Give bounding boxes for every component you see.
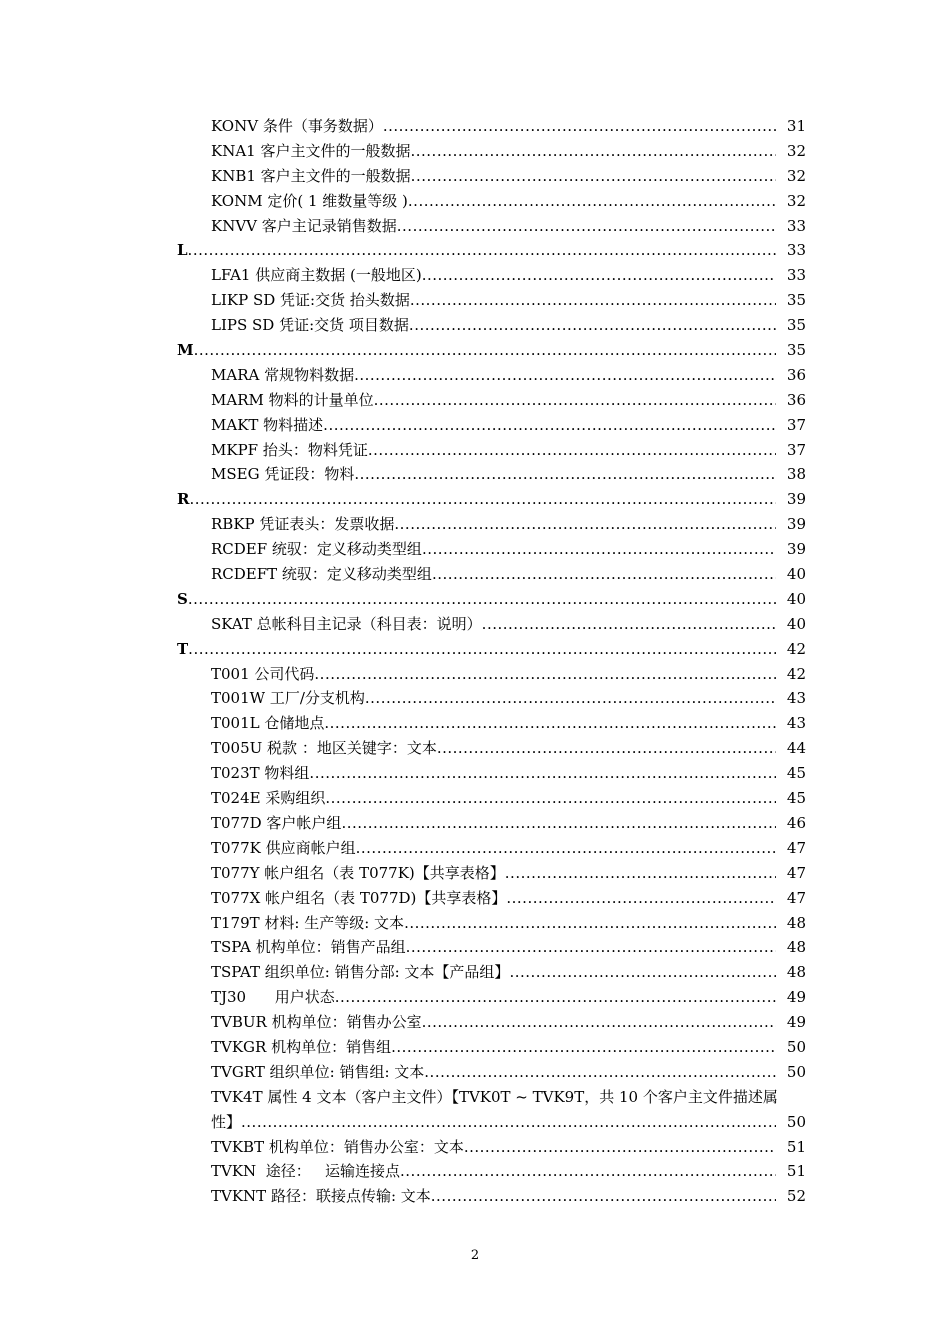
leader-dots: [314, 662, 776, 687]
toc-entry-title: KNB1 客户主文件的一般数据: [211, 166, 411, 185]
toc-entry-page: 47: [786, 863, 806, 882]
toc-entry-page: 31: [786, 117, 806, 135]
toc-entry-page: 50: [786, 1037, 806, 1056]
leader-dots: [194, 338, 776, 363]
leader-dots: [391, 1035, 776, 1060]
leader-dots: [188, 637, 776, 662]
leader-dots: [406, 935, 776, 960]
toc-entry-rcdeft[interactable]: [0, 562, 950, 587]
table-of-contents: [0, 114, 950, 1209]
toc-entry-title: LFA1 供应商主数据 (一般地区): [211, 266, 422, 285]
toc-entry-marm[interactable]: [0, 388, 950, 413]
toc-entry-title: TJ30 用户状态: [211, 988, 335, 1007]
leader-dots: [335, 985, 776, 1010]
toc-section-m[interactable]: [0, 338, 950, 363]
toc-entry-kna1[interactable]: [0, 139, 950, 164]
toc-entry-title: RBKP 凭证表头：发票收据: [211, 515, 395, 534]
toc-entry-title: MAKT 物料描述: [211, 415, 324, 434]
toc-entry-page: 48: [786, 938, 806, 957]
toc-entry-title: KNVV 客户主记录销售数据: [211, 216, 397, 235]
toc-entry-title: TSPAT 组织单位: 销售分部: 文本【产品组】: [211, 963, 510, 982]
leader-dots: [354, 363, 776, 388]
toc-entry-title: MARA 常规物料数据: [211, 365, 355, 384]
toc-entry-t077k[interactable]: [0, 836, 950, 861]
leader-dots: [432, 562, 776, 587]
toc-entry-title: KONM 定价( 1 维数量等级 ): [211, 191, 408, 210]
leader-dots: [422, 263, 776, 288]
toc-entry-title: TSPA 机构单位：销售产品组: [211, 938, 406, 957]
toc-entry-page: 49: [786, 1013, 806, 1032]
toc-entry-tvbur[interactable]: [0, 1010, 950, 1035]
toc-entry-title: T024E 采购组织: [211, 789, 326, 808]
toc-section-l[interactable]: [0, 238, 950, 263]
leader-dots: [374, 388, 776, 413]
toc-entry-title: T179T 材料: 生产等级: 文本: [211, 913, 405, 932]
leader-dots: [368, 438, 776, 463]
leader-dots: [365, 686, 776, 711]
toc-entry-title: TVBUR 机构单位：销售办公室: [211, 1013, 422, 1032]
toc-entry-tvgrt[interactable]: [0, 1060, 950, 1085]
toc-entry-page: 42: [786, 664, 806, 683]
toc-entry-page: 37: [786, 440, 806, 459]
toc-entry-page: 51: [786, 1137, 806, 1156]
toc-entry-title: TVK4T 属性 4 文本（客户主文件）【TVK0T ~ TVK9T，共 10 个客户主文件描述属: [211, 1087, 778, 1106]
toc-entry-title: KONV 条件（事务数据）: [211, 117, 383, 135]
toc-entry-title: MSEG 凭证段：物料: [211, 465, 355, 484]
toc-section-letter: L: [177, 241, 188, 260]
toc-entry-mseg[interactable]: [0, 462, 950, 487]
leader-dots: [323, 413, 776, 438]
toc-section-letter: R: [177, 490, 190, 509]
toc-entry-tvkgr[interactable]: [0, 1035, 950, 1060]
toc-entry-t001[interactable]: [0, 662, 950, 687]
leader-dots: [341, 811, 776, 836]
toc-entry-page: 38: [786, 465, 806, 484]
leader-dots: [505, 861, 776, 886]
leader-dots: [188, 238, 776, 263]
toc-entry-page: 45: [786, 789, 806, 808]
toc-entry-title: RCDEFT 统驭：定义移动类型组: [211, 565, 432, 584]
toc-entry-konv[interactable]: [0, 114, 950, 139]
toc-entry-title: SKAT 总帐科目主记录（科目表：说明）: [211, 614, 482, 633]
toc-entry-page: 36: [786, 365, 806, 384]
toc-entry-page: 49: [786, 988, 806, 1007]
leader-dots: [397, 214, 776, 239]
toc-entry-page: 48: [786, 963, 806, 982]
toc-entry-rcdef[interactable]: [0, 537, 950, 562]
toc-entry-page: 39: [786, 490, 806, 509]
toc-entry-t001w[interactable]: [0, 686, 950, 711]
leader-dots: [404, 911, 776, 936]
toc-entry-title: T077Y 帐户组名（表 T077K)【共享表格】: [211, 863, 505, 882]
toc-entry-t001l[interactable]: [0, 711, 950, 736]
leader-dots: [188, 587, 776, 612]
toc-entry-title: T005U 税款 ：地区关键字：文本: [211, 739, 437, 758]
leader-dots: [422, 1010, 776, 1035]
toc-entry-page: 47: [786, 838, 806, 857]
toc-entry-t023t[interactable]: [0, 761, 950, 786]
leader-dots: [410, 139, 776, 164]
leader-dots: [324, 711, 776, 736]
toc-section-letter: M: [177, 341, 194, 360]
toc-entry-page: 40: [786, 589, 806, 608]
leader-dots: [408, 189, 776, 214]
toc-entry-page: 47: [786, 888, 806, 907]
toc-entry-t179t[interactable]: [0, 911, 950, 936]
leader-dots: [506, 886, 776, 911]
toc-entry-title: TVKBT 机构单位：销售办公室：文本: [211, 1137, 464, 1156]
toc-section-t[interactable]: [0, 637, 950, 662]
toc-entry-tvk4t[interactable]: [0, 1085, 950, 1135]
toc-entry-t077d[interactable]: [0, 811, 950, 836]
toc-entry-tvknt[interactable]: [0, 1184, 950, 1209]
toc-entry-title: T001W 工厂/分支机构: [211, 689, 365, 708]
toc-entry-likp[interactable]: [0, 288, 950, 313]
toc-entry-title: TVKNT 路径：联接点传输: 文本: [211, 1187, 431, 1206]
toc-entry-mkpf[interactable]: [0, 438, 950, 463]
toc-entry-page: 33: [786, 266, 806, 285]
leader-dots: [482, 612, 776, 637]
toc-entry-title: LIKP SD 凭证:交货 抬头数据: [211, 291, 410, 310]
leader-dots: [241, 1110, 776, 1135]
toc-entry-page: 35: [786, 291, 806, 310]
toc-entry-page: 37: [786, 415, 806, 434]
toc-entry-tj30[interactable]: [0, 985, 950, 1010]
leader-dots: [356, 836, 776, 861]
toc-entry-title: T023T 物料组: [211, 764, 310, 783]
toc-entry-tspat[interactable]: [0, 960, 950, 985]
toc-entry-title: T001 公司代码: [211, 664, 315, 683]
toc-entry-page: 45: [786, 764, 806, 783]
toc-entry-title: KNA1 客户主文件的一般数据: [211, 141, 411, 160]
toc-entry-page: 39: [786, 540, 806, 559]
toc-entry-page: 33: [786, 216, 806, 235]
leader-dots: [400, 1159, 776, 1184]
leader-dots: [410, 288, 776, 313]
toc-entry-title: T001L 仓储地点: [211, 714, 325, 733]
toc-entry-page: 32: [786, 166, 806, 185]
toc-entry-page: 32: [786, 141, 806, 160]
toc-entry-page: 35: [786, 316, 806, 335]
toc-entry-title: LIPS SD 凭证:交货 项目数据: [211, 316, 409, 335]
toc-entry-title: T077X 帐户组名（表 T077D)【共享表格】: [211, 888, 507, 907]
toc-section-letter: T: [177, 639, 189, 658]
toc-entry-t005u[interactable]: [0, 736, 950, 761]
toc-entry-page: 42: [786, 639, 806, 658]
leader-dots: [309, 761, 776, 786]
leader-dots: [464, 1135, 776, 1160]
toc-entry-page: 40: [786, 614, 806, 633]
toc-entry-t077y[interactable]: [0, 861, 950, 886]
toc-entry-page: 50: [786, 1112, 806, 1131]
toc-entry-skat[interactable]: [0, 612, 950, 637]
toc-entry-page: 52: [786, 1187, 806, 1206]
toc-entry-tspa[interactable]: [0, 935, 950, 960]
toc-entry-knb1[interactable]: [0, 164, 950, 189]
toc-entry-page: 36: [786, 390, 806, 409]
toc-entry-page: 48: [786, 913, 806, 932]
toc-section-s[interactable]: [0, 587, 950, 612]
toc-entry-page: 33: [786, 241, 806, 260]
toc-section-r[interactable]: [0, 487, 950, 512]
toc-entry-makt[interactable]: [0, 413, 950, 438]
toc-entry-title: TVGRT 组织单位: 销售组: 文本: [211, 1062, 425, 1081]
toc-entry-title: TVKGR 机构单位：销售组: [211, 1037, 392, 1056]
leader-dots: [509, 960, 776, 985]
leader-dots: [431, 1184, 776, 1209]
toc-entry-page: 46: [786, 813, 806, 832]
toc-entry-title: MKPF 抬头：物料凭证: [211, 440, 368, 459]
leader-dots: [189, 487, 776, 512]
toc-entry-lfa1[interactable]: [0, 263, 950, 288]
toc-section-letter: S: [177, 589, 188, 608]
leader-dots: [383, 114, 776, 139]
leader-dots: [411, 164, 776, 189]
toc-entry-rbkp[interactable]: [0, 512, 950, 537]
leader-dots: [437, 736, 776, 761]
toc-entry-title: RCDEF 统驭：定义移动类型组: [211, 540, 422, 559]
toc-entry-page: 32: [786, 191, 806, 210]
toc-entry-mara[interactable]: [0, 363, 950, 388]
toc-entry-title: T077D 客户帐户组: [211, 813, 342, 832]
toc-entry-page: 39: [786, 515, 806, 534]
leader-dots: [409, 313, 776, 338]
toc-entry-konm[interactable]: [0, 189, 950, 214]
toc-entry-title: MARM 物料的计量单位: [211, 390, 374, 409]
page-number: 2: [470, 1248, 480, 1263]
toc-entry-page: 51: [786, 1162, 806, 1181]
toc-entry-page: 43: [786, 714, 806, 733]
toc-entry-lips[interactable]: [0, 313, 950, 338]
toc-entry-page: 44: [786, 739, 806, 758]
toc-entry-page: 35: [786, 341, 806, 360]
toc-entry-page: 40: [786, 565, 806, 584]
toc-entry-title: TVKN 途径： 运输连接点: [211, 1162, 401, 1181]
toc-entry-page: 50: [786, 1062, 806, 1081]
leader-dots: [422, 537, 776, 562]
toc-entry-t024e[interactable]: [0, 786, 950, 811]
toc-entry-title-continued: 性】: [211, 1112, 242, 1131]
toc-entry-t077x[interactable]: [0, 886, 950, 911]
leader-dots: [394, 512, 776, 537]
leader-dots: [424, 1060, 776, 1085]
toc-entry-tvkbt[interactable]: [0, 1135, 950, 1160]
toc-entry-title: T077K 供应商帐户组: [211, 838, 356, 857]
toc-entry-knvv[interactable]: [0, 214, 950, 239]
leader-dots: [325, 786, 776, 811]
toc-entry-tvkn[interactable]: [0, 1159, 950, 1184]
leader-dots: [354, 462, 776, 487]
toc-entry-page: 43: [786, 689, 806, 708]
